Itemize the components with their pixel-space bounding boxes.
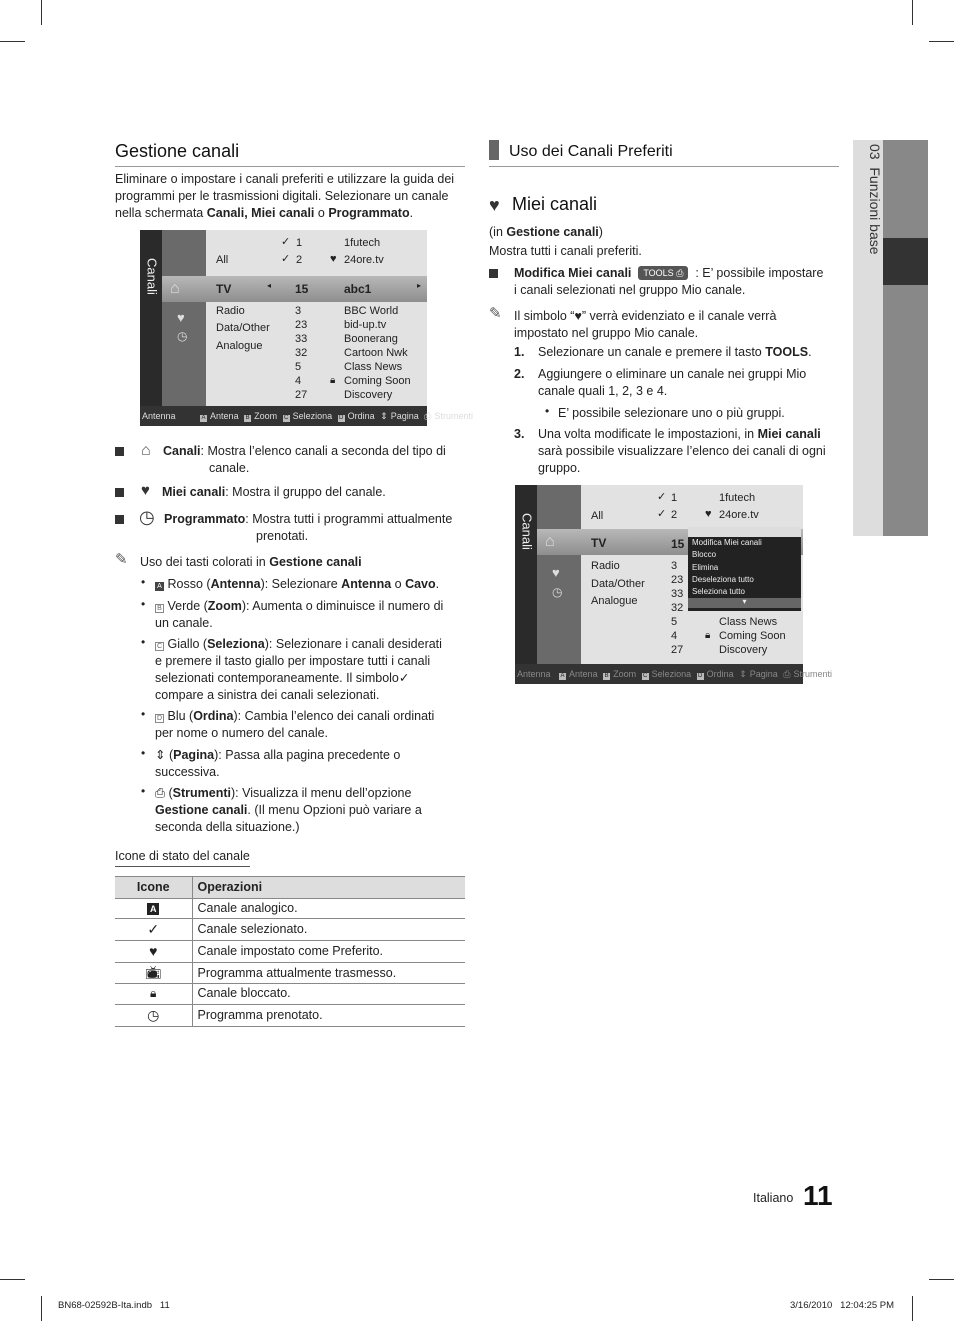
menu-item[interactable]: Elimina	[692, 562, 719, 572]
channel-number: 15	[671, 537, 685, 551]
channel-number: 4	[671, 630, 678, 642]
status-icons-table: Icone Operazioni A Canale analogico. ✓ Canale selezionato. ♥ Canale impostato come Preferito. 📺︎ Programma attualmente trasmesso. 🔒︎ Canale bloccato. ◷ Programma prenotato.	[115, 876, 465, 1027]
screen-side-label: Canali	[519, 513, 535, 550]
channel-name: Class News	[719, 616, 778, 628]
bullet	[115, 447, 124, 456]
up-down-icon: ⇕	[155, 748, 166, 762]
channel-number: 32	[671, 602, 684, 614]
group-label: Radio	[591, 560, 620, 572]
analog-icon: A	[147, 903, 159, 915]
page-number: 11	[803, 1180, 833, 1211]
channel-name: bid-up.tv	[344, 319, 387, 331]
channel-name: Boonerang	[344, 333, 398, 345]
key-page: ⇕ (Pagina): Passa alla pagina precedente o successiva.	[155, 748, 401, 779]
file-info: BN68-02592B-Ita.indb 11	[58, 1300, 170, 1311]
heart-icon: ♥	[141, 482, 150, 499]
sub-bullet: •	[141, 746, 146, 760]
description: Mostra tutti i canali preferiti.	[489, 244, 642, 258]
tools-menu	[688, 527, 801, 611]
subsection-title: Miei canali	[512, 194, 598, 214]
lock-icon: 🔒︎	[705, 630, 711, 641]
satellite-icon: ⌂	[545, 533, 555, 550]
group-label: Analogue	[216, 340, 263, 352]
channel-number: 15	[295, 282, 309, 296]
channel-name: BBC World	[344, 305, 399, 317]
step-text: Selezionare un canale e premere il tasto TOOLS.	[538, 345, 812, 359]
satellite-icon: ⌂	[141, 442, 151, 459]
check-icon: ✓	[657, 491, 667, 503]
group-label: All	[591, 510, 604, 522]
lock-icon: 🔒︎	[330, 375, 336, 386]
group-label: All	[216, 254, 229, 266]
chapter-tab-bar	[883, 140, 928, 238]
channel-name: 1futech	[344, 237, 381, 249]
heart-icon: ♥	[330, 253, 337, 265]
check-icon: ✓	[657, 508, 667, 520]
sub-bullet: •	[141, 784, 146, 798]
note-symbol: Il simbolo “♥” verrà evidenziato e il canale verrà impostato nel gruppo Mio canale.	[514, 309, 777, 340]
channel-number: 4	[295, 375, 302, 387]
crop-mark	[0, 41, 25, 42]
step-text: Una volta modificate le impostazioni, in Miei canali sarà possibile visualizzare l’elenco dei canali di ogni gruppo.	[538, 427, 826, 475]
print-date: 3/16/2010 12:04:25 PM	[790, 1300, 895, 1311]
bullet	[489, 269, 498, 278]
clock-icon: ◷	[552, 585, 563, 599]
channel-name: Coming Soon	[344, 375, 411, 387]
channel-name: Discovery	[719, 644, 768, 656]
bullet-canali: Canali: Mostra l’elenco canali a seconda del tipo di canale.	[163, 444, 446, 475]
channel-name: 24ore.tv	[719, 509, 759, 521]
sub-bullet: •	[141, 635, 146, 649]
check-icon: ✓	[281, 236, 291, 248]
channel-number: 2	[296, 254, 303, 266]
menu-item[interactable]: Deseleziona tutto	[692, 574, 754, 584]
channel-name: Discovery	[344, 389, 393, 401]
key-blue: D Blu (Ordina): Cambia l’elenco dei canali ordinati per nome o numero del canale.	[155, 709, 435, 740]
chapter-tab-bar	[883, 285, 928, 536]
status-icons-heading: Icone di stato del canale	[115, 848, 250, 867]
clock-icon: ◷	[177, 329, 188, 343]
arrow-left-icon: ◂	[267, 281, 272, 290]
channel-name: 1futech	[719, 492, 756, 504]
table-row: ◷ Programma prenotato.	[115, 1004, 465, 1026]
channel-number: 33	[671, 588, 684, 600]
screen-side-label: Canali	[144, 258, 160, 295]
heart-icon: ♥	[552, 565, 560, 580]
channel-number: 23	[671, 574, 684, 586]
bullet-miei-canali: Miei canali: Mostra il gruppo del canale.	[162, 485, 386, 499]
bullet	[115, 515, 124, 524]
section-title: Gestione canali	[115, 139, 465, 167]
satellite-icon: ⌂	[170, 280, 180, 297]
group-label: TV	[216, 282, 232, 296]
crop-mark	[912, 1296, 913, 1321]
check-icon: ✓	[281, 253, 291, 265]
key-red: A Rosso (Antenna): Selezionare Antenna o Cavo.	[155, 576, 465, 593]
crop-mark	[929, 1279, 954, 1280]
channel-number: 1	[671, 492, 678, 504]
intro-text: Eliminare o impostare i canali preferiti e utilizzare la guida dei programmi per le trasmissioni digitali. Selezionare un canale nella schermata Canali, Miei canali o Programmato.	[115, 172, 455, 220]
step-number: 2.	[514, 367, 525, 381]
check-icon: ✓	[398, 670, 410, 685]
channel-number: 27	[295, 389, 308, 401]
sub-bullet: •	[545, 404, 550, 418]
lock-icon: 🔒︎	[150, 986, 157, 1001]
channel-name: Coming Soon	[719, 630, 786, 642]
check-icon: ✓	[147, 921, 160, 938]
table-row: 🔒︎ Canale bloccato.	[115, 984, 465, 1005]
channel-name: Cartoon Nwk	[344, 347, 408, 359]
step-number: 1.	[514, 345, 525, 359]
group-label: Data/Other	[216, 322, 270, 334]
clock-icon: ◷	[147, 1006, 160, 1023]
heart-icon: ♥	[489, 195, 500, 215]
clock-icon: ◷	[139, 507, 155, 527]
channel-name: abc1	[344, 282, 372, 296]
channel-name: Class News	[344, 361, 403, 373]
channel-number: 5	[671, 616, 678, 628]
sub-bullet: •	[141, 597, 146, 611]
heart-icon: ♥	[574, 309, 582, 323]
sub-bullet: •	[141, 575, 146, 589]
channel-name: 24ore.tv	[344, 254, 384, 266]
channel-number: 27	[671, 644, 684, 656]
language-label: Italiano	[753, 1191, 794, 1205]
bullet	[115, 488, 124, 497]
channel-list-screen	[140, 230, 474, 426]
group-label: Data/Other	[591, 578, 645, 590]
screen-footer: Antenna A Antena B Zoom C Seleziona D Ordina ⇕ Pagina ⎙ Strumenti	[140, 406, 427, 426]
tools-icon: ⎙	[155, 786, 166, 800]
channel-number: 33	[295, 333, 308, 345]
screen-footer: Antenna A Antena B Zoom C Seleziona D Ordina ⇕ Pagina ⎙ Strumenti	[515, 664, 803, 684]
in-gestione-canali: (in Gestione canali)	[489, 225, 603, 239]
table-row: ♥ Canale impostato come Preferito.	[115, 941, 465, 963]
tv-icon: 📺︎	[144, 965, 162, 981]
crop-mark	[41, 0, 42, 25]
channel-number: 23	[295, 319, 308, 331]
note-colored-keys: Uso dei tasti colorati in Gestione canali	[140, 555, 362, 569]
bullet-modifica: Modifica Miei canali TOOLS ⎙ : E’ possibile impostare i canali selezionati nel gruppo Mio canale.	[514, 266, 824, 297]
tools-badge: TOOLS ⎙	[638, 266, 688, 280]
section-title: Uso dei Canali Preferiti	[489, 140, 839, 167]
sub-bullet-text: E’ possibile selezionare uno o più gruppi.	[558, 406, 785, 420]
heart-icon: ♥	[705, 508, 712, 520]
sub-bullet: •	[141, 707, 146, 721]
table-row: 📺︎ Programma attualmente trasmesso.	[115, 963, 465, 984]
step-number: 3.	[514, 427, 525, 441]
note-icon: ✎	[489, 305, 502, 322]
menu-item[interactable]: Modifica Miei canali	[692, 538, 762, 547]
menu-item[interactable]: Seleziona tutto	[692, 587, 745, 597]
step-text: Aggiungere o eliminare un canale nei gruppi Mio canale quali 1, 2, 3 e 4.	[538, 367, 807, 398]
channel-number: 32	[295, 347, 308, 359]
channel-number: 1	[296, 237, 303, 249]
arrow-right-icon: ▸	[417, 281, 422, 290]
note-icon: ✎	[115, 551, 128, 568]
channel-number: 5	[295, 361, 302, 373]
key-tools: ⎙ (Strumenti): Visualizza il menu dell’opzione Gestione canali. (Il menu Opzioni può variare a seconda della situazione.)	[155, 786, 422, 834]
key-yellow: C Giallo (Seleziona): Selezionare i canali desiderati e premere il tasto giallo per impostare tutti i canali selezionati contemporaneamente. Il simbolo✓ compare a sinistra dei canali selezionati.	[155, 637, 442, 702]
bullet-programmato: Programmato: Mostra tutti i programmi attualmente prenotati.	[164, 512, 453, 543]
chapter-tab-marker	[883, 238, 928, 285]
menu-item[interactable]: Blocco	[692, 550, 717, 560]
heart-icon: ♥	[149, 943, 158, 960]
crop-mark	[912, 0, 913, 25]
table-row: ✓ Canale selezionato.	[115, 919, 465, 941]
crop-mark	[41, 1296, 42, 1321]
crop-mark	[0, 1279, 25, 1280]
channel-number: 2	[671, 509, 678, 521]
chapter-tab-label: 03 Funzioni base	[867, 144, 883, 255]
group-label: Analogue	[591, 595, 638, 607]
channel-list-screen-tools	[515, 485, 833, 684]
heart-icon: ♥	[177, 310, 185, 325]
group-label: TV	[591, 536, 607, 550]
table-row: A Canale analogico.	[115, 898, 465, 919]
channel-number: 3	[295, 305, 302, 317]
key-green: B Verde (Zoom): Aumenta o diminuisce il numero di un canale.	[155, 599, 444, 630]
channel-number: 3	[671, 560, 678, 572]
group-label: Radio	[216, 305, 245, 317]
scroll-down-icon[interactable]: ▾	[688, 598, 801, 608]
crop-mark	[929, 41, 954, 42]
